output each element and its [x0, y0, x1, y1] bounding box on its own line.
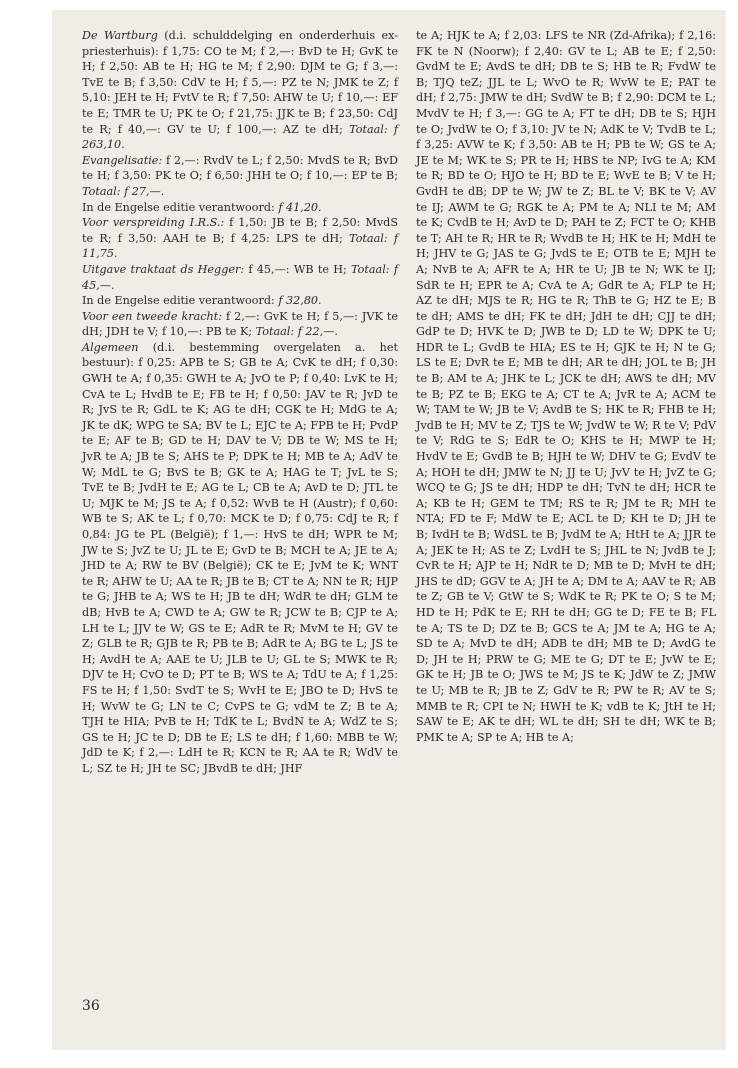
- entry-total: Totaal: f 27,—.: [82, 184, 165, 198]
- entry-text: In de Engelse editie verantwoord:: [82, 200, 279, 214]
- entry-total: f 32,80.: [278, 294, 322, 308]
- entry-total: f 41,20.: [278, 200, 322, 214]
- entry-evangelisatie: [82, 153, 398, 200]
- entry-text: (d.i. bestemming overgelaten a. het bestuur): f 0,25: APB te S; GB te A; CvK te dH; f 0,30: GWH te A; f 0,35: GWH te A; JvO te P; f 0,40: LvK te H; CvA te L; HvdB te E; FB te H; f 0,50: JAV te R; JvD te R; JvS te R; GdL te K; AG te dH; CGK te H; MdG te A; JK te dK; WPG te SA; BV te L; EJC te A; FPB te H; PvdP te E; AF te B; GD te H; DAV te V; DB te W; MS te H; JvR te A; JB te S; AHS te P; DPK te H; MB te A; AdV te W; MdL te G; BvS te B; GK te A; HAG te T; JvL te S; TvE te B; JvdH te E; AG te L; CB te A; AvD te D; JTL te U; MJK te M; JS te A; f 0,52: WvB te H (Austr); f 0,60: WB te S; AK te L; f 0,70: MCK te D; f 0,75: CdJ te R; f 0,84: JG te PL (België); f 1,—: HvS te dH; WPR te M; JW te S; JvZ te U; JL te E; GvD te B; MCH te A; JE te A; JHD te A; RW te BV (België); CK te E; JvM te K; WNT te R; AHW te U; AA te R; JB te B; CT te A; NN te R; HJP te G; JHB te A; WS te H; JB te dH; WdR te dH; GLM te dB; HvB te A; CWD te A; GW te R; JCW te B; CJP te A; LH te L; JJV te W; GS te E; AdR te R; MvM te H; GV te Z; GLB te R; GJB te R; PB te B; AdR te A; BG te L; JS te H; AvdH te A; AAE te U; JLB te U; GL te S; MWK te R; DJV te H; CvO te D; PT te B; WS te A; TdU te A; f 1,25: FS te H; f 1,50: SvdT te S; WvH te E; JBO te D; HvS te H; WvW te G; LN te C; CvPS te G; vdM te Z; B te A; TJH te HIA; PvB te H; TdK te L; BvdN te A; WdZ te S; GS te H; JC te D; DB te E; LS te dH; f 1,60: MBB te W; JdD te K; f 2,—: LdH te R; KCN te R; AA te R; WdV te L; SZ te H; JH te SC; JBvdB te dH; JHF: [82, 340, 398, 775]
- entry-text: f 1,50: JB te B; f 2,50: MvdS te R; f 3,50: AAH te B; f 4,25: LPS te dH;: [82, 216, 398, 245]
- entry-engelse-1: [82, 200, 398, 216]
- entry-algemeen: [82, 340, 398, 777]
- entry-wartburg: [82, 28, 398, 153]
- entry-traktaat: [82, 262, 398, 293]
- entry-heading: Evangelisatie:: [82, 153, 163, 167]
- entry-heading: Voor een tweede kracht:: [82, 309, 222, 323]
- entry-text: In de Engelse editie verantwoord:: [82, 294, 279, 308]
- entry-total: Totaal: f 45,—.: [82, 262, 398, 292]
- entry-total: Totaal: f 22,—.: [255, 325, 338, 339]
- right-column: [416, 28, 716, 745]
- entry-tweede-kracht: [82, 309, 398, 340]
- entry-text: f 2,—: RvdV te L; f 2,50: MvdS te R; BvD te H; f 3,50: PK te O; f 6,50: JHH te O; f 10,—: EP te B;: [82, 153, 398, 183]
- entry-total: Totaal: f 263,10.: [82, 122, 398, 152]
- entry-text: f 2,—: GvK te H; f 5,—: JVK te dH; JDH te V; f 10,—: PB te K;: [82, 309, 398, 339]
- entry-heading: Algemeen: [82, 340, 139, 354]
- right-column-text: te A; HJK te A; f 2,03: LFS te NR (Zd-Afrika); f 2,16: FK te N (Noorw); f 2,40: GV te L; AB te E; f 2,50: GvdM te E; AvdS te dH; DB te S; HB te R; FvdW te B; TJQ teZ; JJL te L; WvO te R; WvW te E; PAT te dH; f 2,75: JMW te dH; SvdW te B; f 2,90: DCM te L; MvdV te H; f 3,—: GG te A; FT te dH; DB te S; HJH te O; JvdW te O; f 3,10: JV te N; AdK te V; TvdB te L; f 3,25: AVW te K; f 3,50: AB te H; PB te W; GS te A; JE te M; WK te S; PR te H; HBS te NP; IvG te A; KM te R; BD te O; HJO te H; BD te E; WvE te B; V te H; GvdH te dB; DP te W; JW te Z; BL te V; BK te V; AV te IJ; AWM te G; RGK te A; PM te A; NLI te M; AM te K; CvdB te H; AvD te D; PAH te Z; FCT te O; KHB te T; AH te R; HR te R; WvdB te H; HK te H; MdH te H; JHV te G; JAS te G; JvdS te E; OTB te E; MJH te A; NvB te A; AFR te A; HR te U; JB te N; WK te IJ; SdR te H; EPR te A; CvA te A; GdR te A; FLP te H; AZ te dH; MJS te R; HG te R; ThB te G; HZ te E; B te dH; AMS te dH; FK te dH; JdH te dH; CJJ te dH; GdP te D; HVK te D; JWB te D; LD te W; DPK te U; HDR te L; GvdB te HIA; ES te H; GJK te H; N te G; LS te E; DvR te E; MB te dH; AR te dH; JOL te B; JH te B; AM te A; JHK te L; JCK te dH; AWS te dH; MV te B; PZ te B; EKG te A; CT te A; JvR te A; ACM te W; TAM te W; JB te V; AvdB te S; HK te R; FHB te H; JvdB te H; MV te Z; TJS te W; JvdW te W; R te V; PdV te V; RdG te S; EdR te O; KHS te H; MWP te H; HvdV te E; GvdB te B; HJH te W; DHV te G; EvdV te A; HOH te dH; JMW te N; JJ te U; JvV te H; JvZ te G; WCQ te G; JS te dH; HDP te dH; TvN te dH; HCR te A; KB te H; GEM te TM; RS te R; JM te R; MH te NTA; FD te F; MdW te E; ACL te D; KH te D; JH te B; IvdH te B; WdSL te B; JvdM te A; HtH te A; JJR te A; JEK te H; AS te Z; LvdH te S; JHL te N; JvdB te J; CvR te H; AJP te H; NdR te D; MB te D; MvH te dH; JHS te dD; GGV te A; JH te A; DM te A; AAV te R; AB te Z; GB te V; GtW te S; WdK te R; PK te O; S te M; HD te H; PdK te E; RH te dH; GG te D; FE te B; FL te A; TS te D; DZ te B; GCS te A; JM te A; HG te A; SD te A; MvD te dH; ADB te dH; MB te D; AvdG te D; JH te H; PRW te G; ME te G; DT te E; JvW te E; GK te H; JB te O; JWS te M; JS te K; JdW te Z; JMW te U; MB te R; JB te Z; GdV te R; PW te R; AV te S; MMB te R; CPI te N; HWH te K; vdB te K; JtH te H; SAW te E; AK te dH; WL te dH; SH te dH; WK te B; PMK te A; SP te A; HB te A;: [416, 29, 716, 744]
- entry-heading: De Wartburg: [82, 29, 158, 42]
- entry-text: f 45,—: WB te H;: [244, 262, 352, 276]
- document-page: [52, 10, 726, 1050]
- left-column: [82, 28, 398, 777]
- entry-text: (d.i. schulddelging en onderderhuis ex-priesterhuis): f 1,75: CO te M; f 2,—: BvD te H; GvK te H; f 2,50: AB te H; HG te M; f 2,90: DJM te G; f 3,—: TvE te B; f 3,50: CdV te H; f 5,—: PZ te N; JMK te Z; f 5,10: JEH te H; FvtV te R; f 7,50: AHW te U; f 10,—: EF te E; TMR te U; PK te O; f 21,75: JJK te B; f 23,50: CdJ te R; f 40,—: GV te U; f 100,—: AZ te dH;: [82, 29, 398, 136]
- entry-heading: Voor verspreiding I.R.S.:: [82, 216, 225, 230]
- entry-heading: Uitgave traktaat ds Hegger:: [82, 262, 245, 276]
- page-number: 36: [82, 998, 100, 1014]
- entry-engelse-2: [82, 293, 398, 309]
- entry-irs: [82, 215, 398, 262]
- entry-total: Totaal: f 11,75.: [82, 231, 398, 261]
